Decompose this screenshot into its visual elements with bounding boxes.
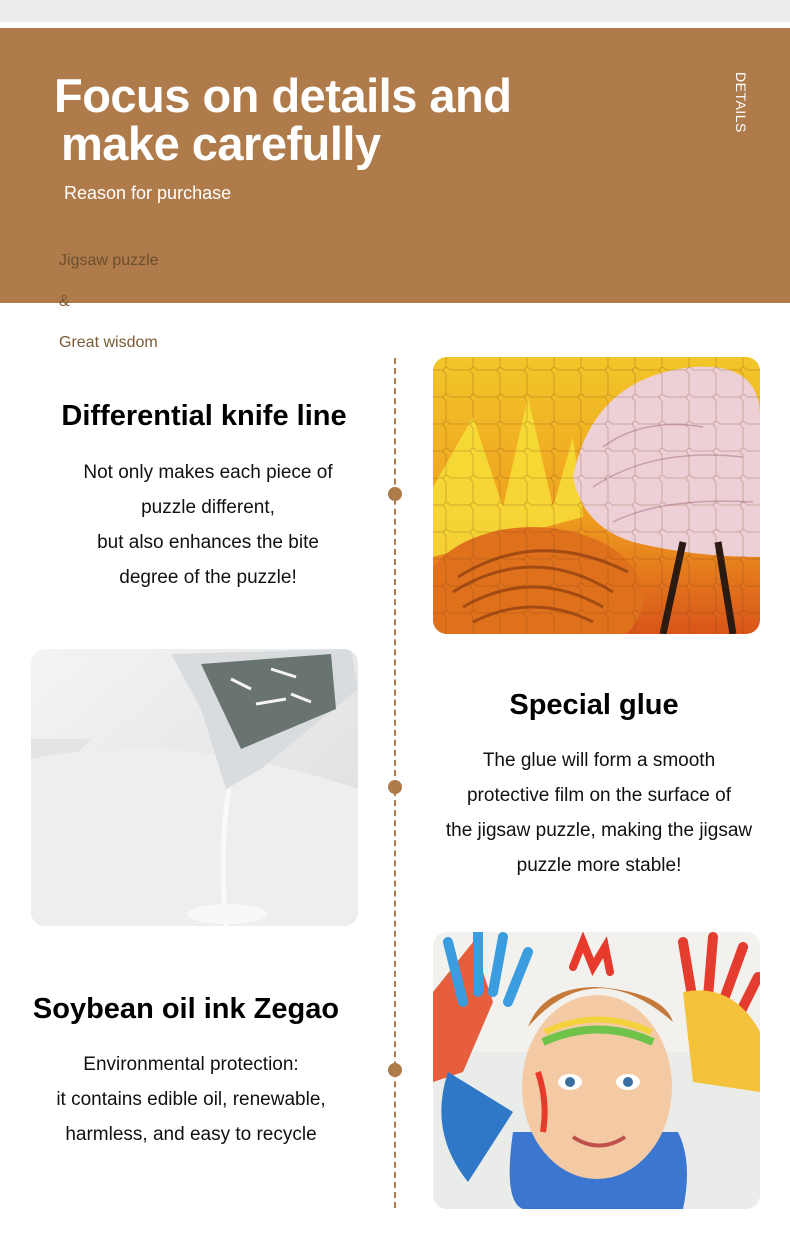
description-line: Environmental protection: (83, 1054, 299, 1075)
headline-line-1: Focus on details and (54, 69, 512, 122)
feature-title-soybean-ink: Soybean oil ink Zegao (32, 993, 340, 1025)
description-line: harmless, and easy to recycle (65, 1124, 317, 1145)
description-line: but also enhances the bite (97, 532, 319, 553)
timeline-dot (388, 1063, 402, 1077)
description-line: the jigsaw puzzle, making the jigsaw (445, 820, 753, 841)
description-line: The glue will form a smooth (482, 750, 716, 771)
feature-description-soybean-ink (31, 1047, 351, 1152)
feature-title-special-glue: Special glue (509, 689, 679, 721)
child-painted-hands-image (433, 932, 760, 1209)
feature-title-knife-line: Differential knife line (61, 400, 347, 432)
puzzle-closeup-image (433, 357, 760, 634)
timeline-dot (388, 780, 402, 794)
description-line: puzzle different, (141, 497, 275, 518)
description-line: degree of the puzzle! (119, 567, 297, 588)
page-subtitle: Reason for purchase (64, 183, 232, 203)
top-divider-bar (0, 0, 790, 22)
feature-description-knife-line (58, 455, 358, 595)
headline-line-2: make carefully (61, 117, 381, 170)
description-line: it contains edible oil, renewable, (56, 1089, 326, 1110)
tagline-line-2: & (59, 293, 70, 310)
description-line: puzzle more stable! (516, 855, 682, 876)
glue-pouring-image (31, 649, 358, 926)
timeline-dot (388, 487, 402, 501)
tagline-line-1: Jigsaw puzzle (59, 252, 159, 269)
description-line: protective film on the surface of (466, 785, 731, 806)
feature-description-special-glue (434, 743, 764, 883)
tagline-line-3: Great wisdom (59, 334, 158, 351)
page-headline (54, 69, 512, 170)
description-line: Not only makes each piece of (83, 462, 333, 483)
vertical-section-label: DETAILS (733, 72, 749, 133)
